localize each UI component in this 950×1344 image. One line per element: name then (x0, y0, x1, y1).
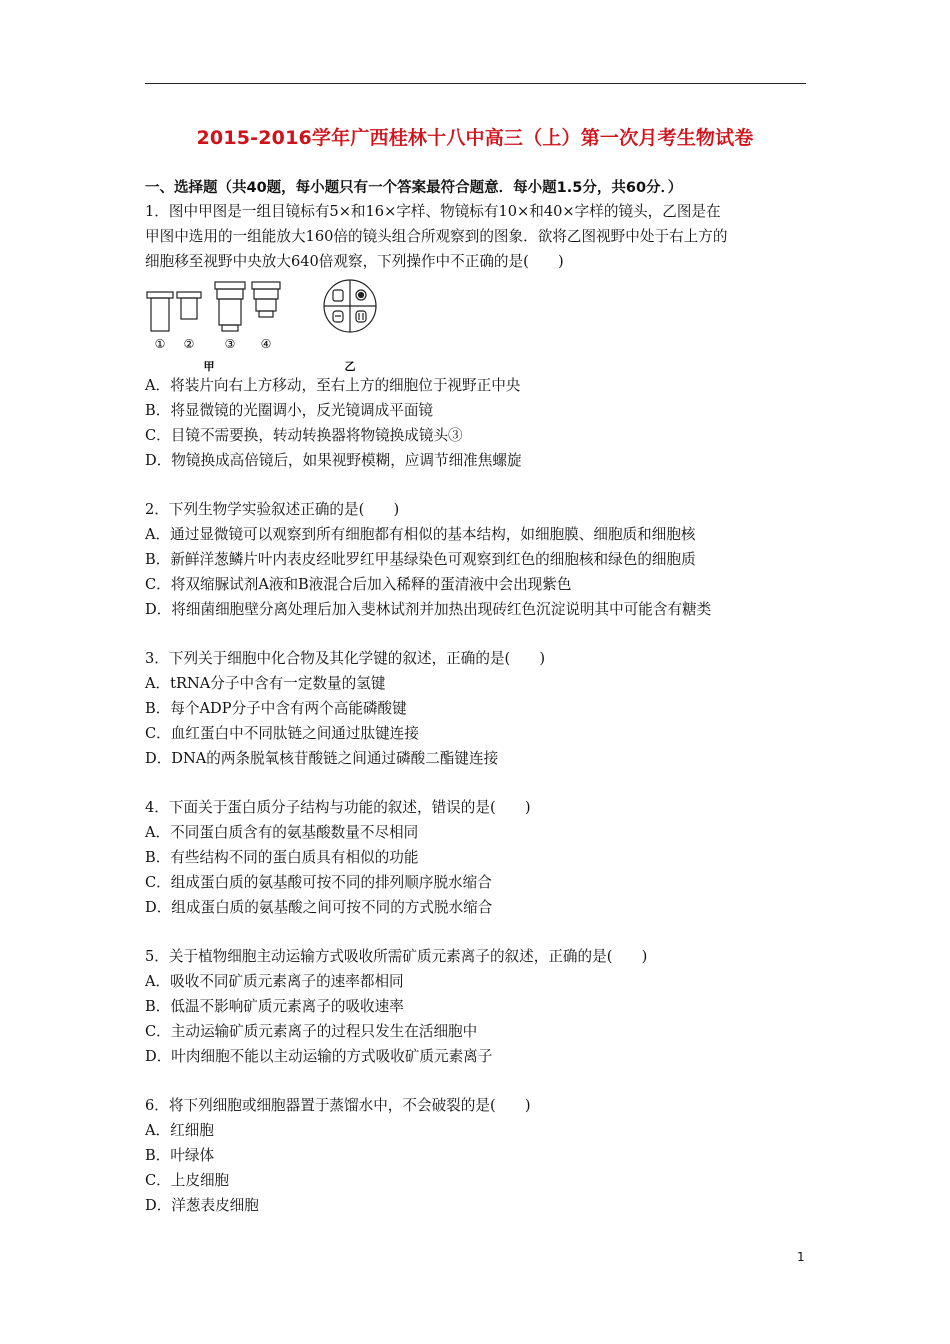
q2-option: C．将双缩脲试剂A液和B液混合后加入稀释的蛋清液中会出现紫色 (145, 576, 572, 593)
q6-stem: 6．将下列细胞或细胞器置于蒸馏水中，不会破裂的是( ) (145, 1097, 531, 1114)
q1-option: C．目镜不需要换，转动转换器将物镜换成镜头③ (145, 427, 463, 444)
q4-option: C．组成蛋白质的氨基酸可按不同的排列顺序脱水缩合 (145, 874, 492, 891)
q4-option: A．不同蛋白质含有的氨基酸数量不尽相同 (145, 824, 419, 841)
lens-1-eyepiece (147, 292, 173, 331)
q5-stem: 5．关于植物细胞主动运输方式吸收所需矿质元素离子的叙述，正确的是( ) (145, 948, 648, 965)
field-of-view-circle (324, 280, 376, 332)
q3-option: B．每个ADP分子中含有两个高能磷酸键 (145, 700, 407, 717)
header-rule (145, 83, 806, 84)
figure-label-b: 乙 (344, 360, 356, 373)
q1-option: A．将装片向右上方移动，至右上方的细胞位于视野正中央 (145, 377, 521, 394)
q5-option: A．吸收不同矿质元素离子的速率都相同 (145, 973, 404, 990)
q6-option: B．叶绿体 (145, 1147, 215, 1164)
lens-number: ① (154, 337, 166, 351)
q1-stem-line: 细胞移至视野中央放大640倍观察，下列操作中不正确的是( ) (145, 253, 564, 270)
q1-stem-line: 甲图中选用的一组能放大160倍的镜头组合所观察到的图象．欲将乙图视野中处于右上方的 (145, 228, 728, 245)
lens-number: ③ (224, 337, 236, 351)
q2-option: A．通过显微镜可以观察到所有细胞都有相似的基本结构，如细胞膜、细胞质和细胞核 (145, 526, 696, 543)
lens-3-objective (215, 282, 245, 331)
q4-option: D．组成蛋白质的氨基酸之间可按不同的方式脱水缩合 (145, 899, 493, 916)
q2-option: D．将细菌细胞壁分离处理后加入斐林试剂并加热出现砖红色沉淀说明其中可能含有糖类 (145, 601, 712, 618)
page-number: 1 (797, 1250, 805, 1264)
lens-4-objective (252, 282, 280, 317)
q2-stem: 2．下列生物学实验叙述正确的是( ) (145, 501, 400, 518)
q4-option: B．有些结构不同的蛋白质具有相似的功能 (145, 849, 419, 866)
figure-label-a: 甲 (203, 360, 215, 373)
q6-option: D．洋葱表皮细胞 (145, 1197, 259, 1214)
q5-option: C．主动运输矿质元素离子的过程只发生在活细胞中 (145, 1023, 478, 1040)
q4-stem: 4．下面关于蛋白质分子结构与功能的叙述，错误的是( ) (145, 799, 531, 816)
q1-option: D．物镜换成高倍镜后，如果视野模糊，应调节细准焦螺旋 (145, 452, 522, 469)
q6-option: C．上皮细胞 (145, 1172, 230, 1189)
q5-option: D．叶肉细胞不能以主动运输的方式吸收矿质元素离子 (145, 1048, 493, 1065)
q3-option: C．血红蛋白中不同肽链之间通过肽键连接 (145, 725, 419, 742)
microscope-lens-figure (145, 278, 405, 374)
q3-option: D．DNA的两条脱氧核苷酸链之间通过磷酸二酯键连接 (145, 750, 499, 767)
lens-number: ④ (260, 337, 272, 351)
section-heading: 一、选择题（共40题，每小题只有一个答案最符合题意．每小题1.5分，共60分．） (145, 180, 683, 196)
lens-2-eyepiece (177, 292, 201, 319)
q6-option: A．红细胞 (145, 1122, 214, 1139)
q1-stem-line: 1．图中甲图是一组目镜标有5×和16×字样、物镜标有10×和40×字样的镜头，乙图是在 (145, 203, 721, 220)
q2-option: B．新鲜洋葱鳞片叶内表皮经吡罗红甲基绿染色可观察到红色的细胞核和绿色的细胞质 (145, 551, 696, 568)
exam-title: 2015-2016学年广西桂林十八中高三（上）第一次月考生物试卷 (196, 127, 754, 149)
q1-option: B．将显微镜的光圈调小，反光镜调成平面镜 (145, 402, 434, 419)
q5-option: B．低温不影响矿质元素离子的吸收速率 (145, 998, 404, 1015)
lens-number: ② (183, 337, 195, 351)
q3-stem: 3．下列关于细胞中化合物及其化学键的叙述，正确的是( ) (145, 650, 546, 667)
q3-option: A．tRNA分子中含有一定数量的氢键 (145, 675, 386, 692)
